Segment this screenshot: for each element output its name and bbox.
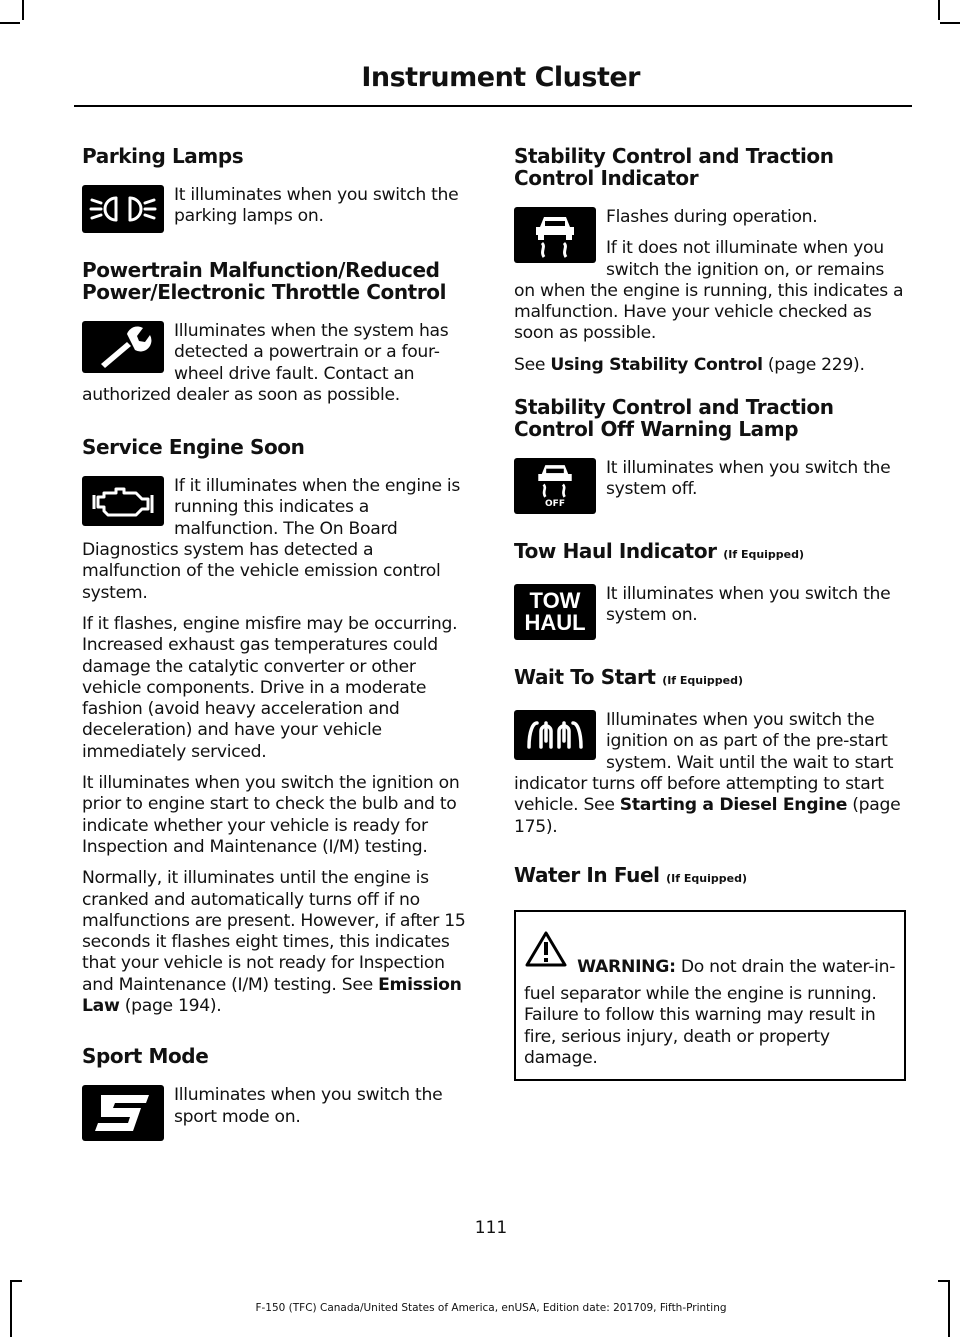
- body-text: It illuminates when you switch the system off.: [606, 458, 891, 500]
- page-number: 111: [474, 1218, 508, 1238]
- section-heading: Stability Control and Traction Control Indicator: [514, 144, 834, 190]
- powertrain-section: [82, 259, 474, 416]
- body-text: Illuminates when the system has detected a powertrain or a four-wheel drive fault. Contact an authorized dealer as soon as possible.: [82, 321, 449, 405]
- stability-control-section: [514, 145, 906, 376]
- sport-mode-section: [82, 1045, 474, 1147]
- body-text: [514, 355, 906, 376]
- section-heading: [514, 540, 906, 566]
- crop-mark: [22, 0, 24, 20]
- sport-mode-icon: [82, 1085, 164, 1141]
- wrench-icon: [82, 321, 164, 373]
- body-text: [82, 868, 474, 1017]
- body-text: Illuminates when you switch the sport mode on.: [174, 1085, 443, 1127]
- page-title: Instrument Cluster: [361, 62, 640, 93]
- off-label: OFF: [545, 499, 565, 510]
- check-engine-icon: [82, 476, 164, 526]
- water-in-fuel-section: [514, 864, 906, 1081]
- stability-control-link[interactable]: Using Stability Control: [550, 354, 763, 375]
- if-equipped-note: (If Equipped): [666, 871, 747, 885]
- body-text: Flashes during operation.: [606, 207, 818, 227]
- body-text: It illuminates when you switch the parking lamps on.: [174, 185, 459, 227]
- see-label: See: [341, 974, 373, 995]
- parking-lamps-icon: [82, 185, 164, 233]
- body-text-part: Illuminates when you switch the ignition on as part of the pre-start system. Wait until the wait to start indicator turns off before attempting to start vehicle. See: [514, 710, 894, 816]
- crop-mark: [940, 22, 960, 24]
- stability-control-icon: [514, 207, 596, 263]
- section-heading: Service Engine Soon: [82, 435, 305, 460]
- heading-text: Water In Fuel: [514, 862, 660, 887]
- right-column: [514, 145, 906, 1101]
- crop-mark: [938, 0, 940, 20]
- body-text: It illuminates when you switch the system on.: [606, 584, 891, 626]
- stability-off-icon: [514, 458, 596, 514]
- section-heading: Powertrain Malfunction/Reduced Power/Electronic Throttle Control: [82, 258, 447, 304]
- haul-label: HAUL: [524, 610, 586, 636]
- tow-haul-section: [514, 540, 906, 646]
- page-ref: (page 194).: [124, 996, 222, 1017]
- section-heading: [514, 666, 906, 692]
- emission-law-link[interactable]: Emission Law: [82, 974, 462, 1017]
- body-text: If it illuminates when the engine is running this indicates a malfunction. The On Board Diagnostics system has detected a malfunction of the vehicle emission control system.: [82, 476, 461, 603]
- header-divider: [74, 105, 912, 107]
- service-engine-section: [82, 436, 474, 1017]
- body-text-part: Normally, it illuminates until the engine is cranked and automatically turns off if no malfunctions are present. However, if after 15 seconds it flashes eight times, this indicates that your vehicle is not ready for Inspection and Maintenance (I/M) testing.: [82, 868, 466, 995]
- glow-plug-icon: [514, 710, 596, 760]
- section-heading: Sport Mode: [82, 1044, 209, 1069]
- heading-text: Tow Haul Indicator: [514, 539, 717, 564]
- warning-triangle-icon: [524, 930, 568, 974]
- body-text: If it flashes, engine misfire may be occurring. Increased exhaust gas temperatures could damage the catalytic converter or other vehicle components. Drive in a moderate fashion (avoid heavy acceleration and deceleration) and have your vehicle immediately serviced.: [82, 613, 458, 762]
- parking-lamps-section: [82, 145, 474, 239]
- see-label: See: [514, 354, 546, 375]
- wait-to-start-section: [514, 666, 906, 838]
- tow-label: TOW: [529, 588, 581, 614]
- warning-text: [524, 940, 896, 1069]
- body-text: It illuminates when you switch the ignition on prior to engine start to check the bulb and to indicate whether your vehicle is ready for Inspection and Maintenance (I/M) testing.: [82, 773, 460, 857]
- diesel-start-link[interactable]: Starting a Diesel Engine: [619, 795, 848, 816]
- stability-off-section: [514, 396, 906, 520]
- left-column: [82, 145, 474, 1167]
- if-equipped-note: (If Equipped): [662, 674, 744, 688]
- section-heading: Stability Control and Traction Control Off Warning Lamp: [514, 395, 834, 442]
- edition-footer: F-150 (TFC) Canada/United States of America, enUSA, Edition date: 201709, Fifth-Printing: [255, 1302, 727, 1314]
- page-ref: (page 175).: [514, 795, 901, 837]
- section-heading: Parking Lamps: [82, 144, 244, 168]
- warning-label: WARNING:: [577, 956, 676, 977]
- heading-text: Wait To Start: [514, 665, 656, 690]
- tow-haul-icon: [514, 584, 596, 640]
- page-ref: (page 229).: [767, 354, 865, 375]
- warning-body: Do not drain the water-in-fuel separator while the engine is running. Failure to follow this warning may result in fire, serious injury, death or property damage.: [524, 956, 896, 1069]
- crop-mark: [938, 1280, 950, 1282]
- warning-box: [514, 910, 906, 1081]
- crop-mark: [10, 1280, 22, 1282]
- section-heading: [514, 864, 906, 890]
- crop-mark: [0, 22, 20, 24]
- if-equipped-note: (If Equipped): [723, 548, 805, 562]
- body-text: If it does not illuminate when you switch the ignition on, or remains on when the engine is running, this indicates a malfunction. Have your vehicle checked as soon as possible.: [514, 238, 904, 344]
